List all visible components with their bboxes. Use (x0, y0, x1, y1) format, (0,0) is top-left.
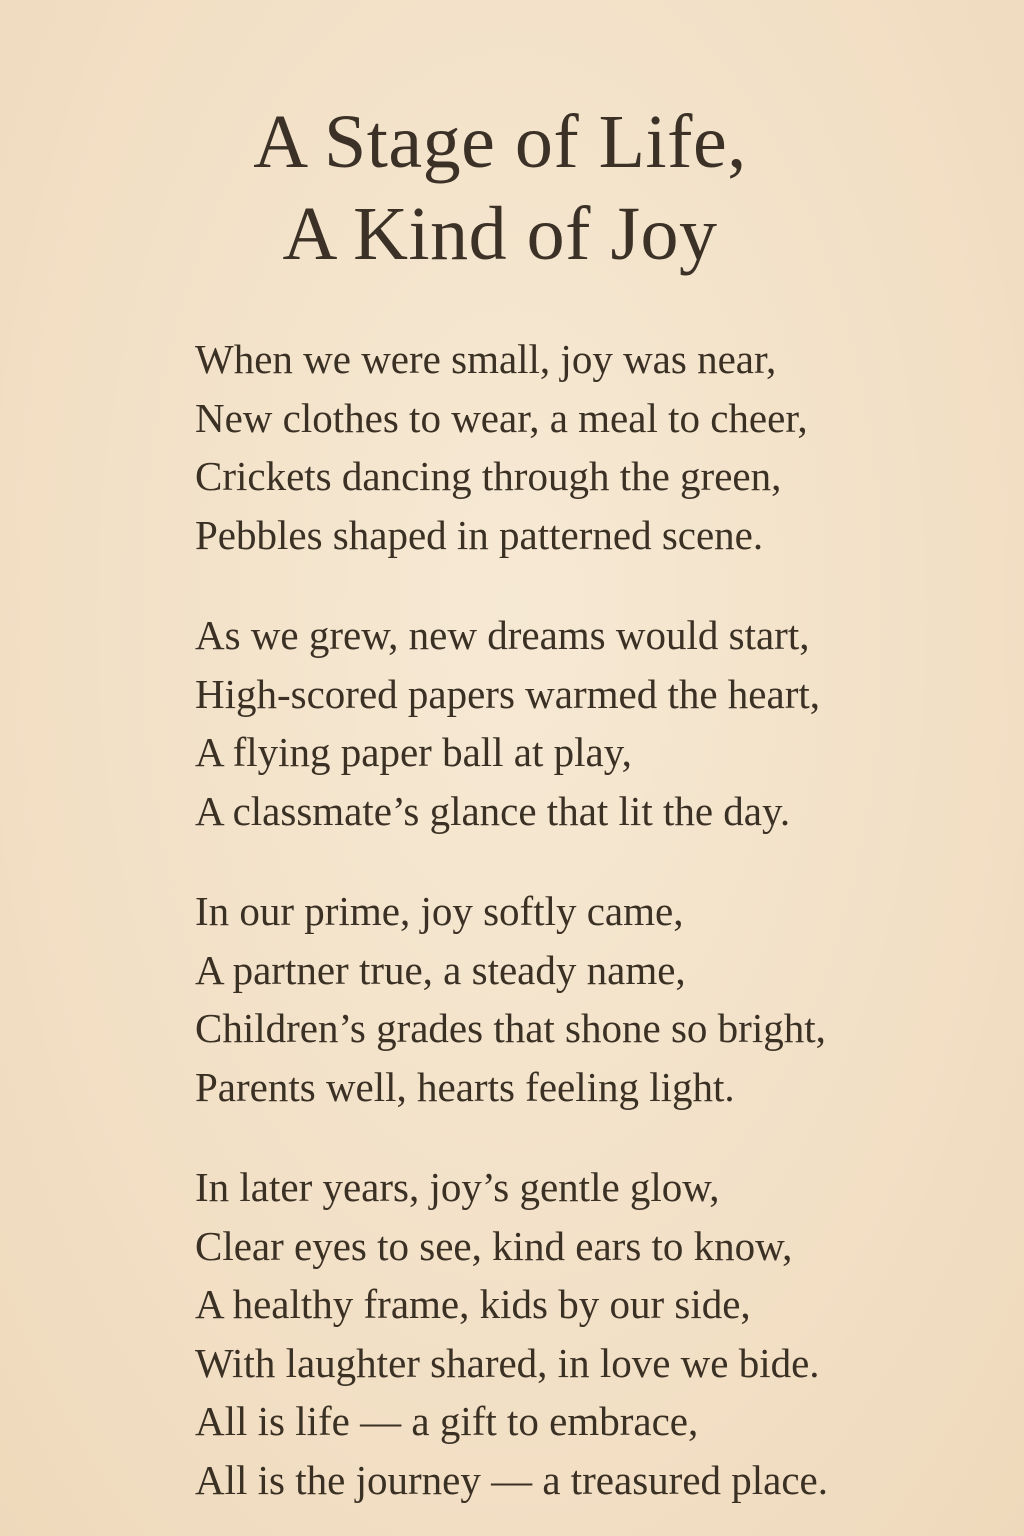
poem-line: When we were small, joy was near, (195, 336, 777, 382)
poem-title (0, 96, 1000, 280)
poem-line: As we grew, new dreams would start, (195, 612, 810, 658)
poem-line: High-scored papers warmed the heart, (195, 670, 820, 717)
stanza-youth (195, 606, 995, 840)
poem-line: All is life — a gift to embrace, (195, 1398, 699, 1444)
poem-line: A classmate’s glance that lit the day. (195, 787, 791, 834)
poem-title-line-1: A Stage of Life, (253, 100, 747, 184)
poem-line: Children’s grades that shone so bright, (195, 1005, 826, 1051)
poem-line: Clear eyes to see, kind ears to know, (195, 1222, 793, 1269)
poem-line: Parents well, hearts feeling light. (195, 1063, 735, 1110)
poem-line: In our prime, joy softly came, (195, 888, 684, 934)
stanza-later-years (195, 1158, 995, 1509)
poem-line: New clothes to wear, a meal to cheer, (195, 394, 808, 441)
poem-line: A partner true, a steady name, (195, 946, 686, 993)
stanza-childhood (195, 330, 995, 564)
stanza-prime (195, 882, 995, 1116)
poem-line: A flying paper ball at play, (195, 729, 632, 775)
poem-line: Pebbles shaped in patterned scene. (195, 511, 764, 558)
poem-line: In later years, joy’s gentle glow, (195, 1164, 720, 1210)
poem-body (195, 330, 995, 1509)
poem-title-line-2: A Kind of Joy (282, 192, 718, 276)
poem-line: All is the journey — a treasured place. (195, 1456, 828, 1503)
poem-line: With laughter shared, in love we bide. (195, 1339, 820, 1386)
poem-line: A healthy frame, kids by our side, (195, 1281, 751, 1327)
poem-line: Crickets dancing through the green, (195, 453, 782, 499)
